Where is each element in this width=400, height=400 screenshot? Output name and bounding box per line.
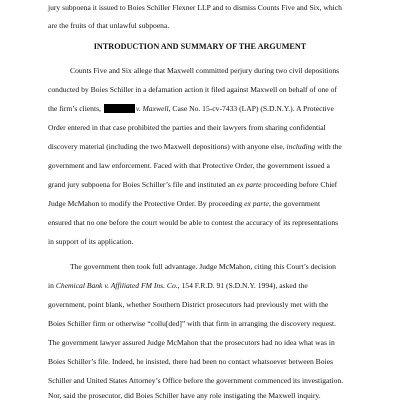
- body-text-line: Order entered in that case prohibited the parties and their lawyers from sharing confidential: [48, 123, 326, 132]
- body-text-line: Nor, said the prosecutor, did Boies Schiller have any role instigating the Maxwell inquiry.: [48, 391, 321, 400]
- body-text-line: jury subpoena it issued to Boies Schiller Flexner LLP and to dismiss Counts Five and Six, which: [48, 3, 342, 12]
- body-text-line: The government lawyer assured Judge McMahon that the prosecutors had no idea what was in: [48, 338, 335, 347]
- body-text-line: conducted by Boies Schiller in a defamation action it filed against Maxwell on behalf of one of: [48, 85, 337, 94]
- body-text-line: [48, 142, 342, 151]
- text-run: proceeding before Chief: [263, 180, 338, 189]
- body-text-line: Schiller and United States Attorney’s Office before the government commenced its investigation.: [48, 376, 344, 385]
- text-run: grand jury subpoena for Boies Schiller’s file and instituted an: [48, 180, 235, 189]
- body-text-line: government and law enforcement. Faced with that Protective Order, the government issued a: [48, 161, 330, 170]
- body-text-line: [48, 104, 334, 113]
- body-text-line: Boies Schiller’s file. Indeed, he insisted, there had been no contact whatsoever between Boies: [48, 357, 333, 366]
- text-run: discovery material (including the two Maxwell depositions) with anyone else,: [48, 142, 285, 151]
- body-text-line: [48, 180, 337, 189]
- body-text-line: in support of its application.: [48, 237, 134, 246]
- body-text-line: The government then took full advantage. Judge McMahon, citing this Court’s decision: [70, 262, 336, 271]
- redaction-box: [104, 104, 135, 113]
- body-text-line: Boies Schiller firm or otherwise “collu[ded]” with that firm in arranging the discovery request.: [48, 319, 337, 328]
- text-run: in: [48, 281, 54, 290]
- body-text-line: Counts Five and Six allege that Maxwell committed perjury during two civil depositions: [70, 66, 340, 75]
- body-text-line: ensured that no one before the court would be able to contest the accuracy of its representations: [48, 218, 339, 227]
- italic-text: Maxwell: [142, 104, 169, 113]
- text-run: Judge McMahon to modify the Protective Order. By proceeding: [48, 199, 243, 208]
- section-heading: INTRODUCTION AND SUMMARY OF THE ARGUMENT: [93, 42, 307, 51]
- italic-text: Chemical Bank v. Affiliated FM Ins. Co.: [55, 281, 178, 290]
- text-run: , Case No. 15-cv-7433 (LAP) (S.D.N.Y.). A Protective: [168, 104, 334, 113]
- body-text-line: are the fruits of that unlawful subpoena.: [48, 21, 170, 30]
- italic-text: ex parte: [236, 180, 262, 189]
- body-text-line: government, point blank, whether Southern District prosecutors had previously met with the: [48, 300, 329, 309]
- italic-text: ex parte: [244, 199, 269, 208]
- text-run: the firm’s clients,: [48, 104, 101, 113]
- body-text-line: [48, 199, 320, 208]
- text-run: , the government: [268, 199, 321, 208]
- text-run: , 154 F.R.D. 91 (S.D.N.Y. 1994), asked the: [177, 281, 308, 290]
- text-run: with the: [317, 142, 342, 151]
- italic-text: v.: [135, 104, 141, 113]
- body-text-line: [48, 281, 308, 290]
- italic-text: including: [286, 142, 316, 151]
